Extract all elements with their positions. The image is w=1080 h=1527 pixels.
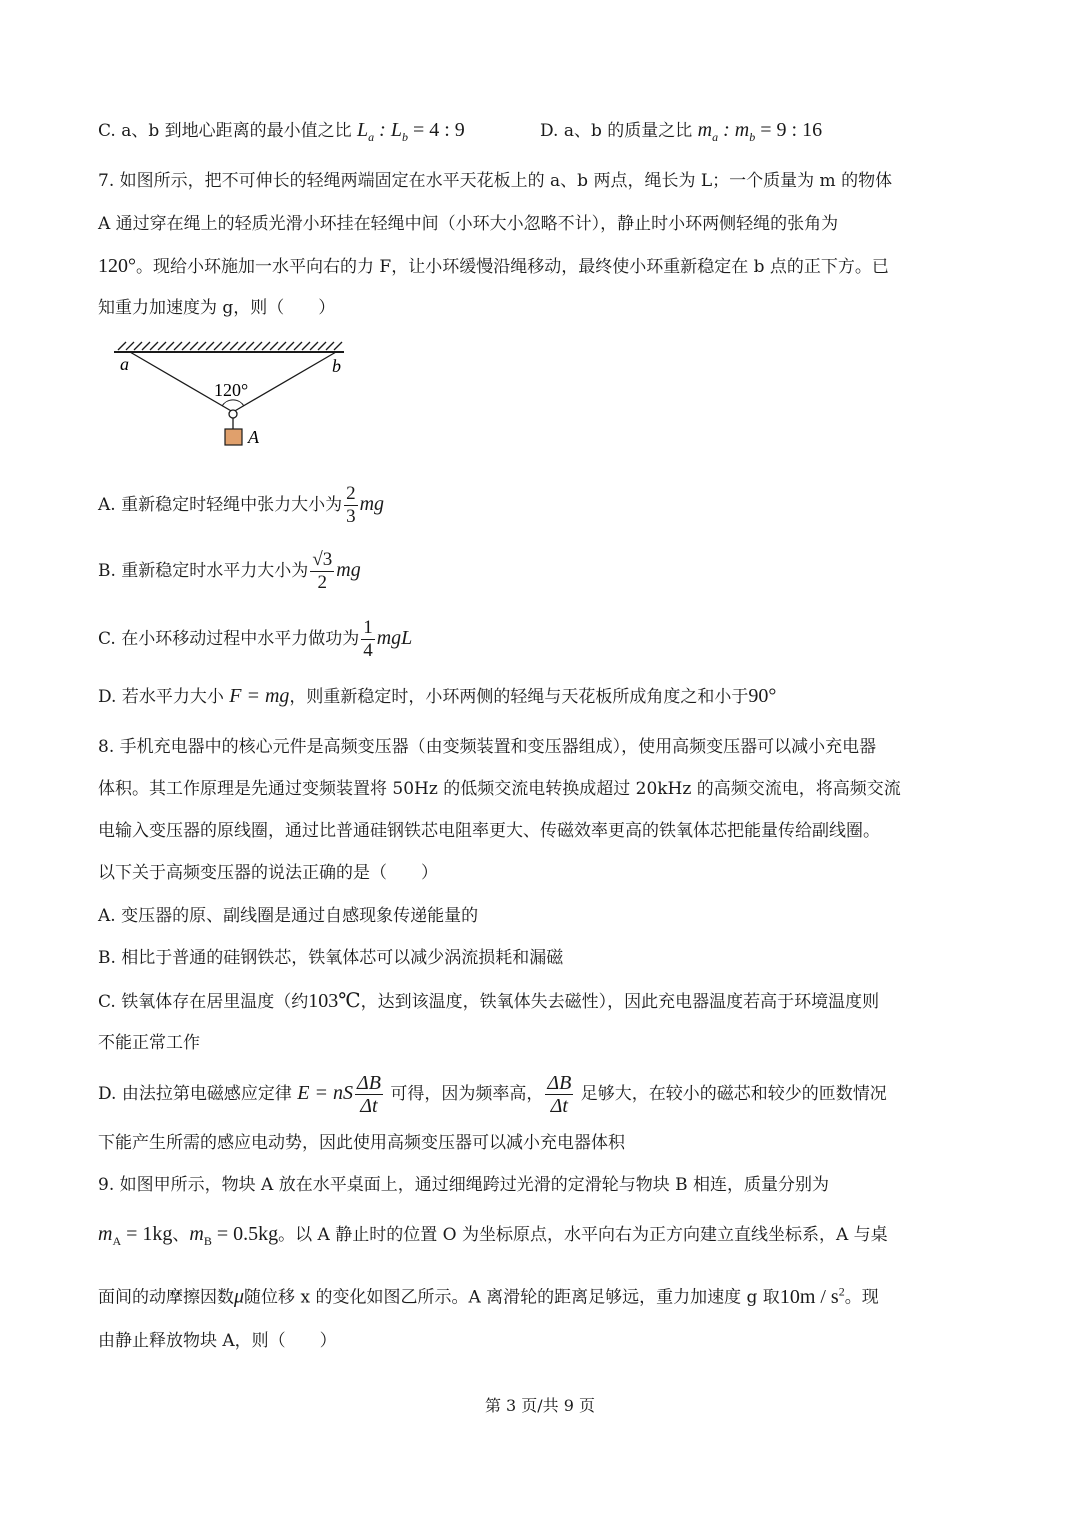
- label-angle: 120°: [214, 380, 249, 400]
- frac-den: 2: [317, 572, 328, 593]
- q8-option-a: A. 变压器的原、副线圈是通过自感现象传递能量的: [98, 906, 479, 926]
- q6-option-c-label: C.: [98, 121, 122, 141]
- q6-option-c: [98, 118, 465, 149]
- q9-line-2-tail: 。以 A 静止时的位置 O 为坐标原点，水平向右为正方向建立直线坐标系，A 与桌: [278, 1225, 888, 1245]
- q6-option-c-formula: $L_a$ : $L_b = 4$ : 9: [357, 119, 465, 144]
- frac-den: Δt: [360, 1095, 378, 1117]
- ceiling: [114, 342, 344, 352]
- label-b: b: [332, 356, 341, 376]
- q7-line-3-text: 。现给小环施加一水平向右的力 F，让小环缓慢沿绳移动，最终使小环重新稳定在 b 点的正下方。已: [136, 257, 889, 277]
- mass-B-value: = 0.5kg: [211, 1223, 279, 1245]
- q8-option-b: B. 相比于普通的硅钢铁芯，铁氧体芯可以减少涡流损耗和漏磁: [98, 948, 564, 968]
- q6-option-d: [540, 118, 822, 149]
- q7-option-b-text: B. 重新稳定时水平力大小为: [98, 561, 309, 581]
- q7-line-3: [98, 254, 889, 279]
- q6-option-c-text: a、b 到地心距离的最小值之比: [121, 121, 352, 141]
- q7-option-b: [98, 548, 361, 594]
- q7-line-1: 7. 如图所示，把不可伸长的轻绳两端固定在水平天花板上的 a、b 两点，绳长为 L；一个质量为 m 的物体: [98, 171, 893, 191]
- label-a: a: [120, 354, 129, 374]
- q8-line-3: 电输入变压器的原线圈，通过比普通硅钢铁芯电阻率更大、传磁效率更高的铁氧体芯把能量传给副线圈。: [98, 821, 880, 841]
- q9-line-3: [98, 1279, 879, 1310]
- formula-L: L: [357, 119, 369, 141]
- fraction-sqrt3-2: [310, 549, 334, 594]
- frac-den: Δt: [550, 1095, 568, 1117]
- formula-m: m: [697, 119, 713, 141]
- q6-option-d-formula: $m_a$ : $m_b = 9$ : 16: [697, 119, 823, 144]
- sub-A: A: [112, 1234, 122, 1248]
- q7-line-4: 知重力加速度为 g，则（ ）: [98, 298, 336, 318]
- sub-a: a: [368, 130, 375, 144]
- q8-option-d: [98, 1068, 887, 1119]
- angle-arc: [222, 400, 244, 406]
- frac-den: 4: [363, 640, 373, 661]
- mu: μ: [234, 1285, 245, 1308]
- formula-m2: m: [734, 119, 750, 141]
- block-a: [225, 429, 242, 445]
- label-A: A: [248, 427, 259, 447]
- q8-option-c: [98, 989, 879, 1014]
- q7-diagram: [112, 338, 352, 450]
- mgL: mgL: [376, 627, 413, 649]
- formula-F: F = mg: [229, 685, 290, 707]
- q8-option-d-line2: 下能产生所需的感应电动势，因此使用高频变压器可以减小充电器体积: [98, 1133, 625, 1153]
- ring: [229, 410, 237, 418]
- q8-option-c-line2: 不能正常工作: [98, 1033, 200, 1053]
- frac-num: ΔB: [547, 1072, 572, 1094]
- fraction-1-4: [361, 617, 375, 662]
- sub-b: b: [401, 130, 408, 144]
- q8-option-d-text1: D. 由法拉第电磁感应定律: [98, 1084, 292, 1104]
- sub-b2: b: [749, 130, 756, 144]
- q8-option-d-text3: 足够大，在较小的磁芯和较少的匝数情况: [575, 1084, 887, 1104]
- q9-line-1: 9. 如图甲所示，物块 A 放在水平桌面上，通过细绳跨过光滑的定滑轮与物块 B 相连，质量分别为: [98, 1175, 830, 1195]
- q8-line-1: 8. 手机充电器中的核心元件是高频变压器（由变频装置和变压器组成），使用高频变压器可以减小充电器: [98, 737, 877, 757]
- frac-den: 3: [346, 506, 356, 527]
- q6-option-d-text: a、b 的质量之比: [563, 121, 693, 141]
- q8-option-d-text2: 可得，因为频率高，: [384, 1084, 544, 1104]
- angle-120: 120°: [98, 255, 136, 277]
- q7-option-a-text: A. 重新稳定时轻绳中张力大小为: [98, 495, 343, 515]
- g-value: [780, 1286, 845, 1308]
- m: m: [98, 1223, 113, 1245]
- mass-A-value: = 1kg: [121, 1223, 173, 1245]
- g-val: 10m / s: [779, 1285, 839, 1308]
- sub-a2: a: [712, 130, 719, 144]
- q8-option-c-text2: ，达到该温度，铁氧体失去磁性），因此充电器温度若高于环境温度则: [360, 992, 880, 1012]
- q9-line-3-text1: 面间的动摩擦因数: [98, 1287, 234, 1308]
- q7-option-c: [98, 616, 412, 662]
- mass-A: [98, 1223, 173, 1248]
- formula-L2: L: [390, 119, 402, 141]
- q9-line-3-text2: 随位移 x 的变化如图乙所示。A 离滑轮的距离足够远，重力加速度 g 取: [244, 1287, 780, 1308]
- q7-option-c-text: C. 在小环移动过程中水平力做功为: [98, 629, 360, 649]
- mg: mg: [359, 493, 385, 515]
- q8-option-c-text1: C. 铁氧体存在居里温度（约: [98, 992, 309, 1012]
- q9-line-4: 由静止释放物块 A，则（ ）: [98, 1331, 337, 1351]
- q7-option-d: [98, 684, 776, 709]
- ratio2: 9 : 16: [776, 119, 823, 141]
- q9-line-2: [98, 1222, 888, 1253]
- q8-line-4: 以下关于高频变压器的说法正确的是（ ）: [98, 863, 438, 883]
- mass-B: [189, 1223, 279, 1248]
- m: m: [189, 1223, 204, 1245]
- frac-num: 2: [346, 483, 356, 504]
- page-footer: 第 3 页/共 9 页: [484, 1396, 596, 1415]
- mg: mg: [336, 559, 361, 581]
- q6-option-d-label: D.: [540, 121, 564, 141]
- q9-line-3-text3: 。现: [844, 1287, 879, 1308]
- fraction-dB-dt: [355, 1072, 383, 1117]
- frac-num: 1: [363, 617, 373, 638]
- separator: 、: [172, 1225, 190, 1245]
- q7-option-d-tail: ，则重新稳定时，小环两侧的轻绳与天花板所成角度之和小于: [289, 687, 749, 707]
- angle-90: 90°: [748, 685, 777, 707]
- fraction-dB-dt-2: [545, 1072, 573, 1117]
- formula-E: E = nS: [297, 1082, 353, 1104]
- sub-B: B: [203, 1234, 212, 1248]
- q7-option-a: [98, 482, 384, 528]
- rope-right: [233, 352, 336, 412]
- ratio: 4 : 9: [429, 119, 465, 141]
- frac-num: ΔB: [356, 1072, 381, 1094]
- q7-line-2: A 通过穿在绳上的轻质光滑小环挂在轻绳中间（小环大小忽略不计），静止时小环两侧轻绳的张角为: [98, 214, 839, 234]
- temp-103: 103℃: [308, 990, 361, 1012]
- fraction-2-3: [344, 483, 358, 528]
- q7-option-d-text: D. 若水平力大小: [98, 687, 224, 707]
- g-exp: 2: [838, 1284, 845, 1298]
- frac-num: √3: [312, 549, 333, 570]
- q8-line-2: 体积。其工作原理是先通过变频装置将 50Hz 的低频交流电转换成超过 20kHz 的高频交流电，将高频交流: [98, 779, 901, 799]
